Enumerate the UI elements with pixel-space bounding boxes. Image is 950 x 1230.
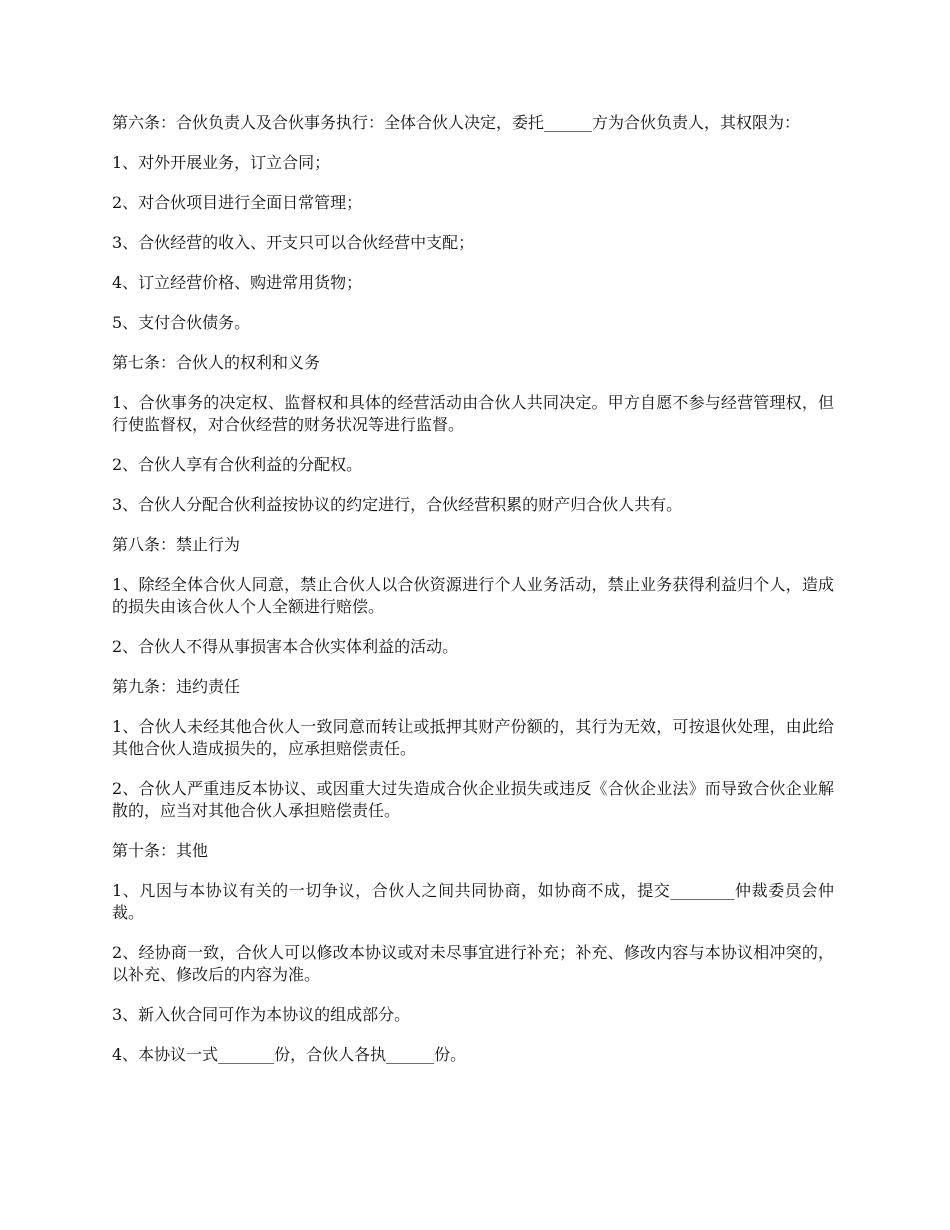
- article-7-heading: 第七条：合伙人的权利和义务: [112, 353, 321, 372]
- article-6-item-4: 4、订立经营价格、购进常用货物；: [112, 273, 363, 292]
- article-7-item-3: 3、合伙人分配合伙利益按协议的约定进行，合伙经营积累的财产归合伙人共有。: [112, 495, 683, 514]
- article-7-item-2: 2、合伙人享有合伙利益的分配权。: [112, 455, 363, 474]
- article-10-heading: 第十条：其他: [112, 841, 209, 860]
- article-6-item-2: 2、对合伙项目进行全面日常管理；: [112, 193, 363, 212]
- article-6-item-3: 3、合伙经营的收入、开支只可以合伙经营中支配；: [112, 233, 475, 252]
- article-9-item-1: 1、合伙人未经其他合伙人一致同意而转让或抵押其财产份额的，其行为无效，可按退伙处理，由此给其他合伙人造成损失的，应承担赔偿责任。: [112, 717, 834, 758]
- article-10-item-3: 3、新入伙合同可作为本协议的组成部分。: [112, 1005, 411, 1024]
- document-page: [112, 112, 834, 1084]
- article-8-item-1: 1、除经全体合伙人同意，禁止合伙人以合伙资源进行个人业务活动，禁止业务获得利益归个人，造成的损失由该合伙人个人全额进行赔偿。: [112, 575, 834, 616]
- article-8-item-2: 2、合伙人不得从事损害本合伙实体利益的活动。: [112, 637, 459, 656]
- article-6-heading: 第六条：合伙负责人及合伙事务执行：全体合伙人决定，委托______方为合伙负责人，其权限为：: [112, 113, 801, 132]
- article-9-item-2: 2、合伙人严重违反本协议、或因重大过失造成合伙企业损失或违反《合伙企业法》而导致合伙企业解散的，应当对其他合伙人承担赔偿责任。: [112, 779, 834, 820]
- article-7-item-1: 1、合伙事务的决定权、监督权和具体的经营活动由合伙人共同决定。甲方自愿不参与经营管理权，但行使监督权，对合伙经营的财务状况等进行监督。: [112, 393, 834, 434]
- article-8-heading: 第八条：禁止行为: [112, 535, 241, 554]
- article-6-item-1: 1、对外开展业务，订立合同；: [112, 153, 331, 172]
- article-9-heading: 第九条：违约责任: [112, 677, 241, 696]
- article-10-item-2: 2、经协商一致，合伙人可以修改本协议或对未尽事宜进行补充；补充、修改内容与本协议相冲突的，以补充、修改后的内容为准。: [112, 943, 834, 984]
- article-10-item-4: 4、本协议一式_______份，合伙人各执______份。: [112, 1045, 467, 1064]
- article-6-item-5: 5、支付合伙债务。: [112, 313, 251, 332]
- article-10-item-1: 1、凡因与本协议有关的一切争议，合伙人之间共同协商，如协商不成，提交________仲裁委员会仲裁。: [112, 881, 834, 922]
